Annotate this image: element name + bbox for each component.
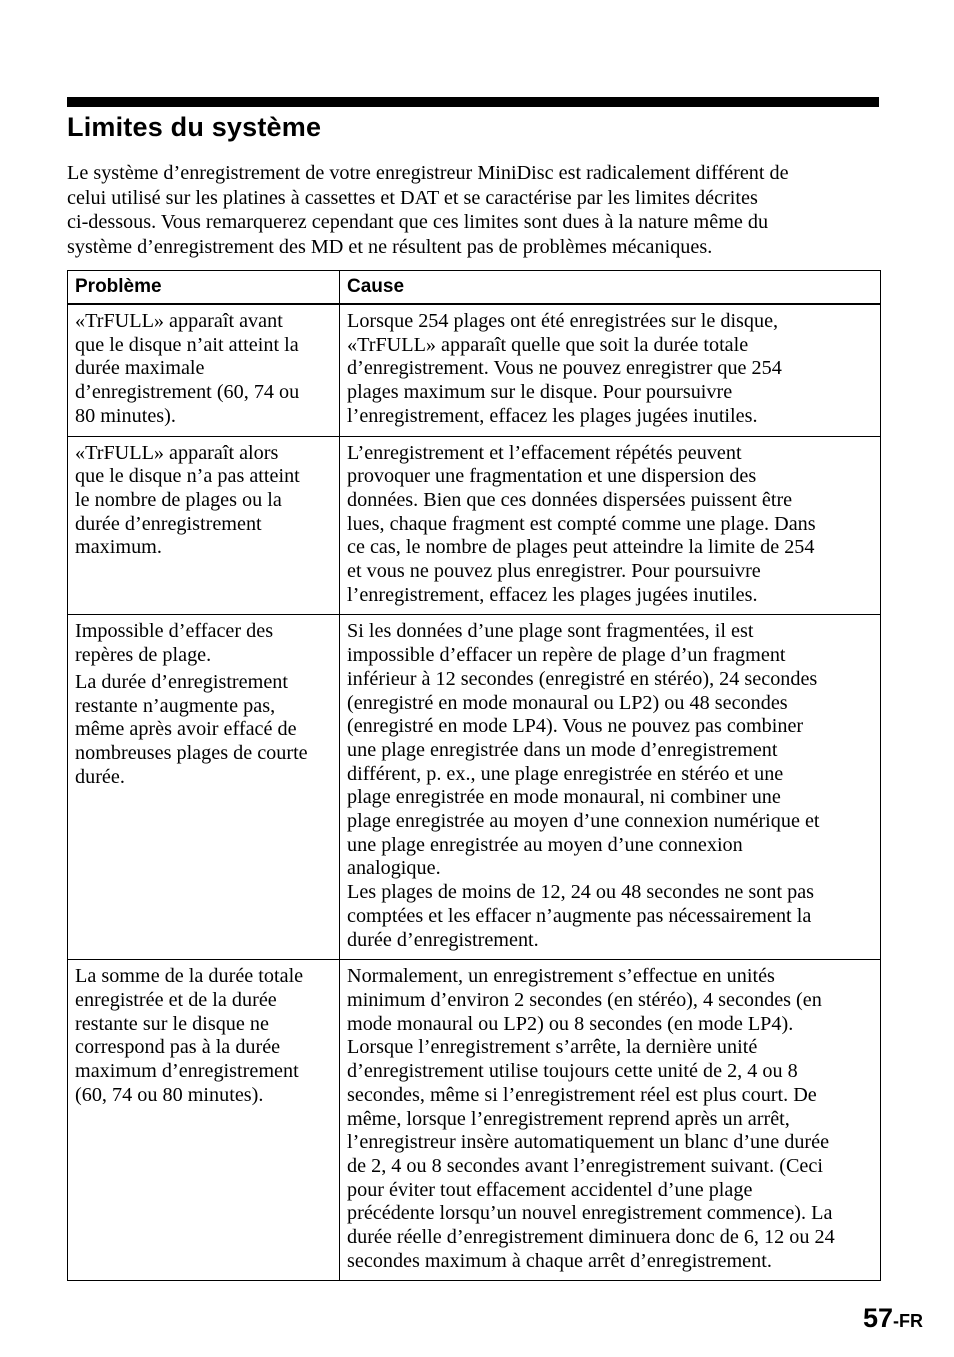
cause-text-line: analogique.	[347, 857, 441, 880]
problem-paragraph	[75, 442, 332, 561]
intro-line: système d’enregistrement des MD et ne résultent pas de problèmes mécaniques.	[67, 235, 713, 258]
cause-text-line: même, lorsque l’enregistrement reprend après un arrêt,	[347, 1107, 790, 1130]
problem-text-line: le nombre de plages ou la	[75, 488, 282, 511]
cause-text-line: Si les données d’une plage sont fragmentées, il est	[347, 620, 754, 643]
problem-paragraph	[75, 620, 332, 667]
problem-paragraph	[75, 310, 332, 429]
problem-text-line: maximum d’enregistrement	[75, 1060, 299, 1083]
cause-paragraph	[347, 310, 873, 429]
problem-text-line: correspond pas à la durée	[75, 1036, 281, 1059]
cause-text-line: comptées et les effacer n’augmente pas nécessairement la	[347, 904, 812, 927]
cause-text-line: provoquer une fragmentation et une dispersion des	[347, 465, 757, 488]
cause-text-line: données. Bien que ces données dispersées puissent être	[347, 488, 793, 511]
intro-line: ci-dessous. Vous remarquerez cependant que ces limites sont dues à la nature même du	[67, 211, 769, 233]
problem-text-line: repères de plage.	[75, 644, 212, 667]
cause-text-line: plage enregistrée en mode monaural, ni combiner une	[347, 786, 781, 809]
table-body	[68, 304, 881, 1281]
problem-text-line: (60, 74 ou 80 minutes).	[75, 1083, 264, 1106]
intro-line: celui utilisé sur les platines à cassettes et DAT et se caractérise par les limites décrites	[67, 186, 758, 209]
cause-text-line: d’enregistrement. Vous ne pouvez enregistrer que 254	[347, 357, 782, 380]
cause-text-line: l’enregistrement, effacez les plages jugées inutiles.	[347, 583, 758, 606]
table-row	[68, 615, 881, 960]
cause-text-line: secondes maximum à chaque arrêt d’enregistrement.	[347, 1249, 772, 1272]
problem-text-line: 80 minutes).	[75, 404, 176, 427]
cause-text-line: secondes, même si l’enregistrement réel est plus court. De	[347, 1083, 817, 1106]
problem-text-line: que le disque n’ait atteint la	[75, 333, 299, 356]
cause-text-line: minimum d’environ 2 secondes (en stéréo), 4 secondes (en	[347, 988, 822, 1011]
cause-cell	[340, 436, 881, 615]
table-header-row	[68, 271, 881, 305]
page-number	[863, 1303, 923, 1334]
limits-table	[67, 270, 881, 1281]
cause-paragraph	[347, 965, 873, 1273]
problem-text-line: La durée d’enregistrement	[75, 670, 288, 693]
problem-paragraph	[75, 965, 332, 1107]
problem-text-line: même après avoir effacé de	[75, 718, 297, 741]
problem-text-line: durée d’enregistrement	[75, 512, 262, 535]
table-row	[68, 960, 881, 1281]
cause-text-line: «TrFULL» apparaît quelle que soit la durée totale	[347, 333, 749, 356]
cause-text-line: et vous ne pouvez plus enregistrer. Pour poursuivre	[347, 560, 761, 583]
cause-text-line: plage enregistrée au moyen d’une connexion numérique et	[347, 810, 820, 833]
cause-paragraph	[347, 620, 873, 952]
problem-cell	[68, 960, 340, 1281]
table-row	[68, 304, 881, 436]
cause-text-line: de 2, 4 ou 8 secondes avant l’enregistrement suivant. (Ceci	[347, 1154, 823, 1177]
problem-text-line: maximum.	[75, 536, 162, 559]
problem-text-line: restante n’augmente pas,	[75, 694, 276, 717]
problem-paragraph	[75, 671, 332, 790]
cause-text-line: une plage enregistrée dans un mode d’enregistrement	[347, 738, 778, 761]
cause-text-line: une plage enregistrée au moyen d’une connexion	[347, 833, 743, 856]
cause-text-line: durée d’enregistrement.	[347, 928, 539, 951]
problem-text-line: que le disque n’a pas atteint	[75, 465, 300, 488]
cause-text-line: (enregistré en mode monaural ou LP2) ou 48 secondes	[347, 691, 788, 714]
cause-text-line: différent, p. ex., une plage enregistrée en stéréo et une	[347, 762, 784, 785]
cause-text-line: l’enregistreur insère automatiquement un blanc d’une durée	[347, 1131, 830, 1154]
table-row	[68, 436, 881, 615]
problem-cell	[68, 304, 340, 436]
header-cause: Cause	[340, 271, 881, 305]
header-probleme: Problème	[68, 271, 340, 305]
problem-text-line: «TrFULL» apparaît avant	[75, 310, 283, 332]
problem-text-line: Impossible d’effacer des	[75, 620, 274, 643]
cause-text-line: plages maximum sur le disque. Pour poursuivre	[347, 381, 733, 404]
intro-paragraph	[67, 161, 879, 259]
cause-text-line: (enregistré en mode LP4). Vous ne pouvez pas combiner	[347, 715, 804, 738]
problem-text-line: durée maximale	[75, 357, 205, 380]
intro-line: Le système d’enregistrement de votre enregistreur MiniDisc est radicalement différent de	[67, 162, 789, 184]
problem-text-line: La somme de la durée totale	[75, 965, 304, 988]
cause-text-line: Les plages de moins de 12, 24 ou 48 secondes ne sont pas	[347, 881, 815, 904]
cause-cell	[340, 304, 881, 436]
cause-text-line: mode monaural ou LP2) ou 8 secondes (en mode LP4).	[347, 1012, 794, 1035]
problem-text-line: nombreuses plages de courte	[75, 741, 308, 764]
page-number-suffix: -FR	[893, 1311, 923, 1331]
cause-paragraph	[347, 442, 873, 608]
cause-text-line: inférieur à 12 secondes (enregistré en stéréo), 24 secondes	[347, 667, 818, 690]
problem-text-line: durée.	[75, 765, 125, 788]
cause-text-line: Lorsque 254 plages ont été enregistrées sur le disque,	[347, 310, 779, 332]
cause-text-line: d’enregistrement utilise toujours cette unité de 2, 4 ou 8	[347, 1060, 798, 1083]
problem-text-line: d’enregistrement (60, 74 ou	[75, 381, 300, 404]
page-number-value: 57	[862, 1303, 893, 1333]
problem-text-line: «TrFULL» apparaît alors	[75, 441, 279, 464]
cause-text-line: précédente lorsqu’un nouvel enregistrement commence). La	[347, 1202, 833, 1225]
cause-text-line: durée réelle d’enregistrement diminuera donc de 6, 12 ou 24	[347, 1226, 835, 1249]
problem-text-line: restante sur le disque ne	[75, 1012, 269, 1035]
cause-text-line: lues, chaque fragment est compté comme une plage. Dans	[347, 512, 816, 535]
cause-text-line: impossible d’effacer un repère de plage d’un fragment	[347, 644, 786, 667]
cause-text-line: pour éviter tout effacement accidentel d’une plage	[347, 1178, 753, 1201]
problem-cell	[68, 436, 340, 615]
section-title: Limites du système	[67, 112, 322, 142]
cause-text-line: Lorsque l’enregistrement s’arrête, la dernière unité	[347, 1036, 758, 1059]
problem-text-line: enregistrée et de la durée	[75, 988, 277, 1011]
problem-cell	[68, 615, 340, 960]
cause-text-line: Normalement, un enregistrement s’effectue en unités	[347, 965, 775, 988]
cause-cell	[340, 960, 881, 1281]
cause-text-line: L’enregistrement et l’effacement répétés peuvent	[347, 441, 742, 464]
cause-cell	[340, 615, 881, 960]
cause-text-line: l’enregistrement, effacez les plages jugées inutiles.	[347, 404, 758, 427]
section-top-rule	[67, 97, 879, 107]
cause-text-line: ce cas, le nombre de plages peut atteindre la limite de 254	[347, 536, 815, 559]
